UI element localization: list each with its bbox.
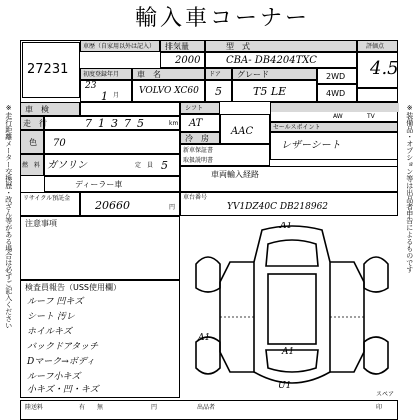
seal-text: 印 (376, 404, 383, 411)
first-reg-label: 初度登録年月 (83, 71, 120, 78)
month-unit: 月 (113, 92, 120, 99)
inspector-line: 小キズ・凹・キズ (27, 385, 99, 395)
option-aw: AW (333, 113, 343, 120)
score-cell (357, 52, 398, 88)
capacity-value: 5 (161, 159, 168, 172)
ac-cell (220, 114, 270, 144)
delivery-label: 陸送料 (25, 404, 44, 411)
shift-cell (180, 114, 220, 132)
delivery-no: 無 (97, 404, 104, 411)
import-label: 車両輸入経路 (211, 170, 259, 179)
drive-2wd: 2WD (326, 72, 346, 81)
mileage-label: 走 行 (23, 119, 47, 128)
options-grid (270, 102, 398, 122)
mileage-value: 71375 (85, 117, 150, 130)
fuel-label-cell (20, 154, 44, 176)
displacement-cell (160, 52, 205, 68)
model-label-cell (205, 40, 357, 52)
grade-label-cell (232, 68, 317, 80)
shift-value: AT (189, 118, 203, 129)
dealer-label: ディーラー車 (75, 180, 123, 189)
new-car-warranty-label: 新車保証書 (183, 147, 214, 154)
recycle-label-cell (20, 192, 80, 216)
color-label: 色 (29, 138, 37, 147)
fuel-label: 燃 料 (22, 162, 41, 169)
footer-frame (20, 400, 398, 420)
ac-value: AAC (231, 126, 254, 137)
delivery-yes: 有 (79, 404, 86, 411)
inspector-box (20, 280, 180, 398)
vin-cell (180, 192, 398, 216)
color-value: 70 (53, 138, 66, 149)
first-reg-year: 23 (85, 81, 97, 91)
sales-point-label: セールスポイント (273, 124, 321, 131)
sales-point-value: レザーシート (281, 140, 341, 151)
fuel-value: ガソリン (47, 160, 87, 171)
page-title: 輸入車コーナー (135, 6, 311, 31)
car-name-value: VOLVO XC60 (139, 86, 199, 96)
model-cell (205, 52, 357, 68)
mileage-cell (44, 116, 180, 130)
spare-label: スペア (376, 391, 395, 398)
ac-label: 冷 房 (185, 134, 209, 143)
drive-2wd-cell (317, 68, 357, 84)
side-note-right: ※装備品・オプション等は出品者申告によるものです (405, 104, 414, 273)
side-note-left: ※走行距離メーター交換歴・改ざん等がある場合は必ずご記入ください (4, 104, 13, 329)
car-diagram (190, 222, 395, 400)
remarks-box (20, 216, 180, 280)
lot-number: 27231 (27, 62, 69, 77)
owners-manual-label: 取扱説明書 (183, 157, 214, 164)
recycle-cell (80, 192, 180, 216)
doors-cell (205, 80, 232, 102)
dealer-cell (44, 176, 180, 192)
inspector-line: ホイルキズ (27, 327, 72, 337)
drive-4wd: 4WD (326, 89, 346, 98)
displacement-label-cell (160, 40, 205, 52)
delivery-unit: 円 (151, 404, 158, 411)
shift-label-cell (180, 102, 220, 114)
vin-label: 車台番号 (183, 194, 208, 201)
score-value: 4.5 (370, 58, 399, 79)
doors-label-cell (205, 68, 232, 80)
import-cell (180, 166, 398, 192)
remarks-label: 注意事項 (25, 219, 57, 228)
warranty-cell (180, 144, 270, 166)
inspection-cell (80, 102, 180, 116)
first-reg-label-cell (80, 68, 132, 80)
first-reg-month: 1 (101, 90, 108, 103)
ac-label-cell (180, 132, 220, 144)
inspector-line: バックドアタッチ (27, 342, 99, 352)
damage-mark: A1 (282, 347, 295, 357)
car-name-label-cell (132, 68, 205, 80)
first-reg-cell (80, 80, 132, 102)
inspector-line: ルーフ小キズ (27, 372, 81, 382)
inspector-label: 検査員報告（USS使用欄） (25, 283, 122, 292)
score-label-cell (357, 40, 398, 52)
color-cell (44, 130, 180, 154)
recycle-label: リサイクル預託金 (23, 195, 71, 202)
inspector-line: ルーフ 凹キズ (27, 297, 84, 307)
fuel-cell (44, 154, 180, 176)
displacement-value: 2000 (175, 55, 201, 66)
inspector-line: シート 汚レ (27, 312, 75, 322)
mileage-label-cell (20, 116, 47, 130)
score-label: 評価点 (366, 43, 385, 50)
recycle-amount: 20660 (95, 199, 130, 212)
model-label: 型 式 (226, 42, 250, 51)
grade-value: T5 LE (253, 85, 287, 98)
option-tv: TV (367, 113, 375, 120)
damage-mark: A1 (280, 222, 293, 231)
mileage-unit: km (169, 120, 179, 127)
color-label-cell (20, 130, 44, 154)
displacement-label: 排気量 (165, 42, 189, 51)
grade-cell (232, 80, 317, 102)
damage-mark: A1 (198, 333, 211, 343)
inspection-label-cell (20, 102, 80, 116)
year-label-cell (80, 40, 160, 52)
capacity-label: 定 員 (135, 162, 154, 169)
inspector-line: Dマーク→ボディ (27, 357, 96, 367)
damage-mark: U1 (278, 381, 292, 391)
grade-label: グレード (237, 70, 269, 79)
year-label: 車歴（自家用以外は記入） (83, 43, 156, 50)
car-name-cell (132, 80, 205, 102)
vin-value: YV1DZ40C DB218962 (227, 202, 329, 212)
exhibitor-label: 出品者 (197, 404, 216, 411)
recycle-unit: 円 (169, 204, 176, 211)
car-name-label: 車 名 (137, 70, 161, 79)
doors-value: 5 (215, 85, 222, 98)
interior-cell (357, 88, 398, 102)
sales-point-cell (270, 132, 398, 160)
shift-label: シフト (185, 105, 204, 112)
model-value: CBA- DB4204TXC (226, 55, 317, 66)
sales-point-label-cell (270, 122, 398, 132)
doors-label: ドア (209, 71, 221, 78)
drive-4wd-cell (317, 84, 357, 102)
inspection-label: 車 検 (25, 105, 49, 114)
